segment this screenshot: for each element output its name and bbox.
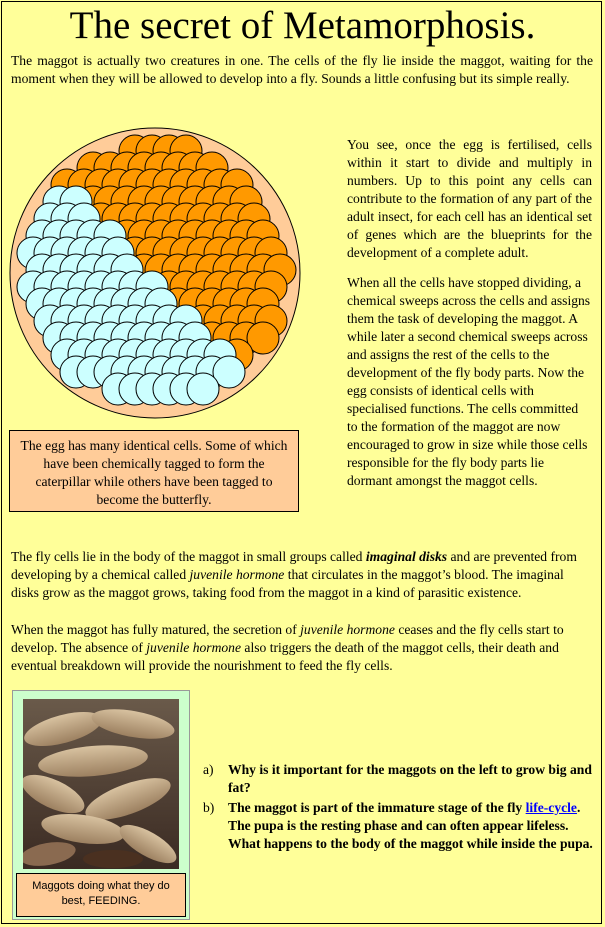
page-title: The secret of Metamorphosis. <box>69 4 536 47</box>
question-marker: a) <box>203 762 214 777</box>
question-marker: b) <box>203 800 215 815</box>
question-b: b) The maggot is part of the immature stage of the fly life-cycle. The pupa is the resting phase and can often appear lifeless. What happens to the body of the maggot while inside the pupa. <box>203 800 593 851</box>
imaginal-disks-term: imaginal disks <box>365 549 448 564</box>
question-text: Why is it important for the maggots on the left to grow big and fat? <box>228 762 592 795</box>
egg-cells-illustration <box>5 116 305 426</box>
juvenile-hormone-term: juvenile hormone <box>189 567 285 582</box>
fertilisation-paragraph: You see, once the egg is fertilised, cells within it start to divide and multiply in numbers. Up to this point any cells can contribute to the formation of any part of the adult insect, for each cell has an identical set of genes which are the blueprints for the development of a complete adult. <box>347 137 592 260</box>
question-a <box>203 761 599 797</box>
photo-caption: Maggots doing what they do best, FEEDING. <box>16 873 186 917</box>
imaginal-disks-paragraph: The fly cells lie in the body of the maggot in small groups called imaginal disks and are prevented from developing by a chemical called juvenile hormone that circulates in the maggot’s blood. The imaginal disks grow as the maggot grows, taking food from the maggot in a kind of parasitic existence. <box>11 549 577 600</box>
juvenile-hormone-term: juvenile hormone <box>146 640 242 655</box>
maturation-paragraph: When the maggot has fully matured, the secretion of juvenile hormone ceases and the fly cells start to develop. The absence of juvenile hormone also triggers the death of the maggot cells, their death and eventual breakdown will provide the nourishment to feed the fly cells. <box>11 622 564 673</box>
maggot-photo <box>23 699 179 869</box>
egg-caption: The egg has many identical cells. Some of which have been chemically tagged to form the caterpillar while others have been tagged to become the butterfly. <box>9 430 299 512</box>
maggot-photo-frame <box>12 690 190 920</box>
butterfly-cell <box>187 373 219 405</box>
juvenile-hormone-term: juvenile hormone <box>300 622 395 637</box>
intro-paragraph: The maggot is actually two creatures in one. The cells of the fly lie inside the maggot, waiting for the moment when they will be allowed to develop into a fly. Sounds a little confusing but its simple really. <box>11 53 593 86</box>
question-list <box>203 761 599 855</box>
life-cycle-link[interactable]: life-cycle <box>525 800 577 815</box>
cell-assignment-paragraph: When all the cells have stopped dividing, a chemical sweeps across the cells and assigns them the task of developing the maggot. A while later a second chemical sweeps across and assigns the rest of the cells to the development of the fly body parts. Now the egg consists of identical cells with specialised functions. The cells committed to the formation of the maggot are now encouraged to grow in size while those cells responsible for the fly body parts lie dormant amongst the maggot cells. <box>347 275 591 488</box>
